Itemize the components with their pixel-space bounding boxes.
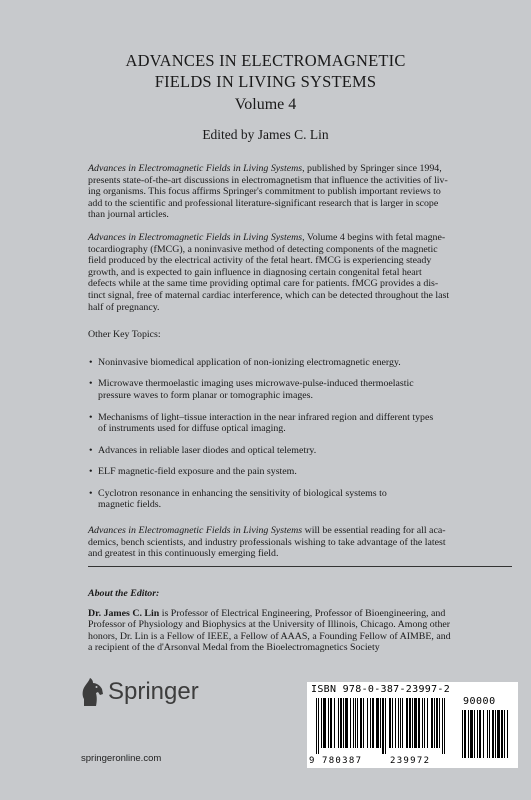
- volume-label: Volume 4: [234, 96, 297, 113]
- barcode-bar: [409, 698, 411, 748]
- barcode-bar: [321, 698, 322, 748]
- barcode-bar: [422, 698, 423, 748]
- barcode-group-2: 239972: [390, 756, 431, 766]
- barcode-bar: [414, 698, 417, 748]
- publisher-url[interactable]: springeronline.com: [81, 753, 162, 764]
- barcode-group-1: 780387: [322, 756, 363, 766]
- barcode-bar: [370, 698, 371, 748]
- addon-barcode-bars: [462, 710, 514, 764]
- list-item: • Cyclotron resonance in enhancing the sensitivity of biological systems to magnetic fields.: [88, 488, 516, 511]
- barcode-bar: [424, 698, 425, 748]
- barcode-bar: [507, 710, 508, 758]
- barcode-bar: [483, 710, 484, 758]
- barcode-bar: [323, 698, 326, 748]
- barcode-bar: [350, 698, 351, 748]
- barcode-bar: [400, 698, 401, 748]
- barcode-bar: [402, 698, 403, 748]
- about-editor: About the Editor: Dr. James C. Lin is Professor of Electrical Engineering, Professor of Bioengineering, and Professor of Physiology and Biophysics at the University of Illinois, Chicago. Among other honors, Dr. Lin is a Fellow of IEEE, a Fellow of AAAS, a Founding Fellow of AIMBE, and a recipient of the d'Arsonval Medal from the Bioelectromagnetics Society: [88, 588, 516, 654]
- barcode-bar: [427, 698, 428, 748]
- barcode-bar: [343, 698, 344, 748]
- about-heading: About the Editor:: [88, 588, 160, 599]
- barcode-bar: [357, 698, 358, 748]
- barcode-bar: [468, 710, 469, 758]
- barcode-bar: [497, 710, 500, 758]
- barcode-bar: [363, 698, 364, 748]
- barcode-bar: [353, 698, 354, 748]
- title-line-2: FIELDS IN LIVING SYSTEMS: [154, 72, 377, 91]
- barcode-bar: [434, 698, 435, 748]
- barcode-bar: [367, 698, 368, 748]
- barcode-bar: [395, 698, 396, 748]
- barcode-bar: [330, 698, 332, 748]
- barcode-bar: [487, 710, 488, 758]
- barcode-bar: [398, 698, 399, 748]
- divider-rule: [88, 566, 512, 567]
- barcode-bar: [345, 698, 348, 748]
- barcode-bar: [489, 710, 490, 758]
- series-title: Advances in Electromagnetic Fields in Living Systems: [88, 163, 303, 174]
- list-item: • Advances in reliable laser diodes and optical telemetry.: [88, 445, 516, 457]
- springer-wordmark: Springer: [108, 678, 199, 705]
- barcode-bar: [431, 698, 433, 748]
- barcode-bar: [501, 710, 503, 758]
- barcode-bar: [392, 698, 393, 748]
- addon-number: 90000: [463, 696, 496, 707]
- barcode-bar: [360, 698, 362, 748]
- list-item: • Noninvasive biomedical application of non-ionizing electromagnetic energy.: [88, 357, 516, 369]
- barcode-bar: [406, 698, 408, 748]
- barcode-bar: [479, 710, 481, 758]
- barcode-bar: [470, 710, 473, 758]
- barcode-bar: [442, 698, 443, 754]
- barcode-bar: [385, 698, 386, 754]
- barcode-lead-digit: 9: [309, 756, 316, 766]
- volume-paragraph: Advances in Electromagnetic Fields in Living Systems, Volume 4 begins with fetal magne- tocardiography (fMCG), a noninvasive method of detecting components of the magnetic field produced by the electrical activity of the fetal heart. fMCG is experiencing steady growth, and is expected to gain influence in diagnosing certain congenital fetal heart defects while at the same time providing optimal care for patients. fMCG provides a dis- tinct signal, free of maternal cardiac interference, which can be detected throughout the last half of pregnancy.: [88, 231, 450, 313]
- barcode-bar: [444, 698, 445, 754]
- isbn-label: ISBN 978-0-387-23997-2: [311, 684, 451, 695]
- barcode-bar: [340, 698, 342, 748]
- series-title: Advances in Electromagnetic Fields in Living Systems: [88, 231, 303, 243]
- barcode-bar: [316, 698, 317, 754]
- barcode-bar: [412, 698, 413, 748]
- barcode-bar: [492, 710, 494, 758]
- barcode-bar: [328, 698, 329, 748]
- barcode-bar: [436, 698, 438, 748]
- barcode-bar: [382, 698, 384, 754]
- barcode-bar: [474, 710, 475, 758]
- barcode-bar: [418, 698, 420, 748]
- description-body: [88, 163, 516, 571]
- barcode-bar: [376, 698, 379, 748]
- topics-list: [88, 357, 516, 511]
- closing-paragraph: Advances in Electromagnetic Fields in Living Systems will be essential reading for all aca- demics, bench scientists, and industry professionals wishing to take advantage of the latest and greatest in this continuously emerging field.: [88, 525, 446, 560]
- barcode-bar: [462, 710, 463, 758]
- editor-line: Edited by James C. Lin: [202, 127, 329, 142]
- barcode-bar: [334, 698, 335, 748]
- barcode-bar: [495, 710, 496, 758]
- list-item: • Mechanisms of light–tissue interaction in the near infrared region and different types of instruments used for diffuse optical imaging.: [88, 412, 516, 435]
- barcode-bar: [355, 698, 356, 748]
- book-title: [0, 50, 531, 92]
- barcode-bar: [372, 698, 374, 748]
- title-line-1: ADVANCES IN ELECTROMAGNETIC: [125, 51, 406, 70]
- barcode-bar: [477, 710, 478, 758]
- barcode-bars: [316, 698, 463, 754]
- list-item: • ELF magnetic-field exposure and the pain system.: [88, 466, 516, 478]
- barcode-bar: [318, 698, 319, 754]
- series-title: Advances in Electromagnetic Fields in Living Systems: [88, 525, 303, 537]
- list-item: • Microwave thermoelastic imaging uses microwave-pulse-induced thermoelastic pressure waves to form planar or tomographic images.: [88, 378, 516, 401]
- barcode-bar: [464, 710, 466, 758]
- barcode-bar: [389, 698, 391, 748]
- barcode-bar: [439, 698, 440, 748]
- editor-name: Dr. James C. Lin: [88, 607, 160, 619]
- barcode-bar: [380, 698, 381, 748]
- barcode-bar: [338, 698, 339, 748]
- barcode-bar: [504, 710, 505, 758]
- topics-heading: Other Key Topics:: [88, 329, 161, 341]
- intro-paragraph: Advances in Electromagnetic Fields in Living Systems, published by Springer since 1994, presents state-of-the-art discussions in electromagnetism that influence the activities of liv- ing organisms. This focus affirms Springer's commitment to publish important reviews to add to the scientific and professional literature-significant research that is larger in scope than journal articles.: [88, 163, 448, 221]
